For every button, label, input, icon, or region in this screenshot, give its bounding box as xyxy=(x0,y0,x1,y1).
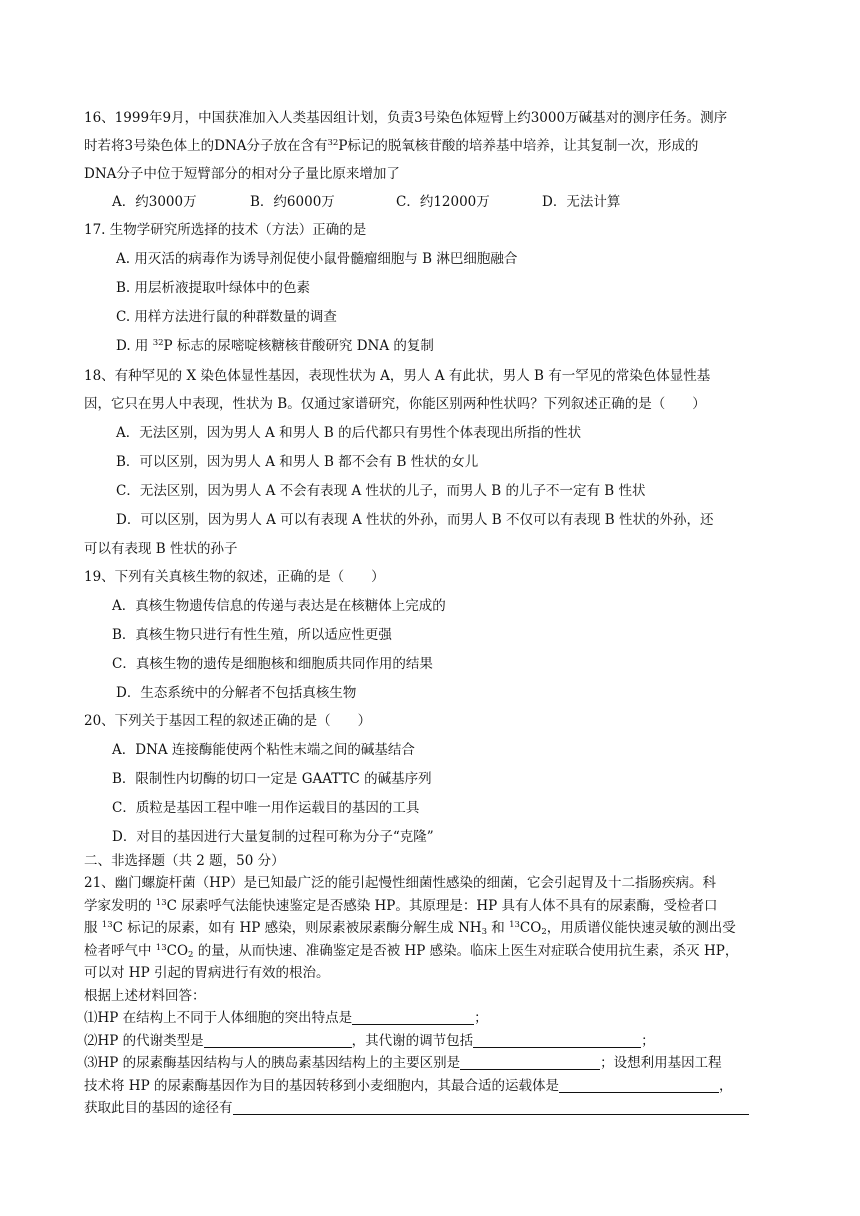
text: D. 用 xyxy=(116,338,153,354)
q21-prompt: 根据上述材料回答： xyxy=(84,988,206,1004)
q21-part-3-line-2 xyxy=(84,1076,784,1096)
answer-blank[interactable] xyxy=(559,1078,719,1093)
superscript: 32 xyxy=(152,338,164,348)
q18-option-a: A．无法区别，因为男人 A 和男人 B 的后代都只有男性个体表现出所指的性状 xyxy=(116,425,582,441)
text: CO xyxy=(519,920,542,936)
q16-option-b: B．约6000万 xyxy=(250,194,335,210)
text: ，用质谱仪能快速灵敏的测出受 xyxy=(546,920,736,936)
text: 时若将3号染色体上的DNA分子放在含有 xyxy=(84,138,328,154)
q18-stem-line-2: 因，它只在男人中表现，性状为 B。仅通过家谱研究，你能区别两种性状吗？下列叙述正确的是（ ） xyxy=(84,396,706,412)
superscript: 13 xyxy=(509,920,520,930)
superscript: 13 xyxy=(155,898,167,908)
text: ⑴HP 在结构上不同于人体细胞的突出特点是 xyxy=(84,1010,353,1026)
text: ； xyxy=(641,1033,655,1049)
q20-stem: 20、下列关于基因工程的叙述正确的是（ ） xyxy=(84,713,372,729)
q18-option-c: C．无法区别，因为男人 A 不会有表现 A 性状的儿子，而男人 B 的儿子不一定有 B 性状 xyxy=(116,483,646,499)
text: ，其代谢的调节包括 xyxy=(351,1033,474,1049)
answer-blank[interactable] xyxy=(204,1033,352,1048)
subscript: 2 xyxy=(541,927,547,937)
superscript: 13 xyxy=(155,943,167,953)
q21-part-3 xyxy=(84,1053,784,1073)
text: ； xyxy=(474,1010,488,1026)
section-heading: 二、非选择题（共 2 题，50 分） xyxy=(84,853,285,869)
q20-option-d: D．对目的基因进行大量复制的过程可称为分子“克隆” xyxy=(112,829,434,845)
text: C 标记的尿素，如有 HP 感染，则尿素被尿素酶分解生成 NH xyxy=(112,920,482,936)
q19-option-d: D．生态系统中的分解者不包括真核生物 xyxy=(116,685,357,701)
q19-option-b: B．真核生物只进行有性生殖，所以适应性更强 xyxy=(112,627,392,643)
q21-para-line-1: 21、幽门螺旋杆菌（HP）是已知最广泛的能引起慢性细菌性感染的细菌，它会引起胃及十二指肠疾病。科 xyxy=(84,875,717,891)
text: P标记的脱氧核苷酸的培养基中培养，让其复制一次，形成的 xyxy=(338,138,699,154)
text: 的量，从而快速、准确鉴定是否被 HP 感染。临床上医生对症联合使用抗生素，杀灭 HP， xyxy=(193,943,739,959)
q18-stem-line-1: 18、有种罕见的 X 染色体显性基因，表现性状为 A，男人 A 有此状，男人 B 有一罕见的常染色体显性基 xyxy=(84,368,711,384)
text: 和 xyxy=(486,920,510,936)
text: ⑶HP 的尿素酶基因结构与人的胰岛素基因结构上的主要区别是 xyxy=(84,1055,461,1071)
text: 学家发明的 xyxy=(84,898,156,914)
q20-option-a: A．DNA 连接酶能使两个粘性末端之间的碱基结合 xyxy=(112,742,415,758)
answer-blank[interactable] xyxy=(460,1055,600,1070)
text: 检者呼气中 xyxy=(84,943,156,959)
text: P 标志的尿嘧啶核糖核苷酸研究 DNA 的复制 xyxy=(163,338,434,354)
q17-option-a: A. 用灭活的病毒作为诱导剂促使小鼠骨髓瘤细胞与 B 淋巴细胞融合 xyxy=(116,251,518,267)
q16-stem-line-2 xyxy=(84,136,784,156)
q19-option-a: A．真核生物遗传信息的传递与表达是在核糖体上完成的 xyxy=(112,598,446,614)
q18-option-b: B．可以区别，因为男人 A 和男人 B 都不会有 B 性状的女儿 xyxy=(116,454,479,470)
superscript: 13 xyxy=(101,920,113,930)
q16-option-d: D．无法计算 xyxy=(542,194,621,210)
text: 获取此目的基因的途径有 xyxy=(84,1100,233,1116)
q16-stem-line-3: DNA分子中位于短臂部分的相对分子量比原来增加了 xyxy=(84,166,400,182)
q21-part-2 xyxy=(84,1031,784,1051)
text: C 尿素呼气法能快速鉴定是否感染 HP。其原理是：HP 具有人体不具有的尿素酶，受检者口 xyxy=(166,898,718,914)
q18-option-d-line-2: 可以有表现 B 性状的孙子 xyxy=(84,541,238,557)
q21-para-line-5: 可以对 HP 引起的胃病进行有效的根治。 xyxy=(84,965,330,981)
text: 技术将 HP 的尿素酶基因作为目的基因转移到小麦细胞内，其最合适的运载体是 xyxy=(84,1078,559,1094)
subscript: 3 xyxy=(481,927,487,937)
text: CO xyxy=(166,943,189,959)
q17-option-b: B. 用层析液提取叶绿体中的色素 xyxy=(116,280,311,296)
q21-para-line-4 xyxy=(84,941,784,961)
q19-option-c: C．真核生物的遗传是细胞核和细胞质共同作用的结果 xyxy=(112,656,433,672)
answer-blank[interactable] xyxy=(473,1033,641,1048)
text: ⑵HP 的代谢类型是 xyxy=(84,1033,204,1049)
q17-option-d xyxy=(116,336,816,356)
q16-stem-line-1: 16、1999年9月，中国获准加入人类基因组计划，负责3号染色体短臂上约3000万碱基对的测序任务。测序 xyxy=(84,110,728,126)
q16-option-c: C．约12000万 xyxy=(396,194,490,210)
subscript: 2 xyxy=(188,950,194,960)
q17-stem: 17. 生物学研究所选择的技术（方法）正确的是 xyxy=(84,222,367,238)
answer-blank[interactable] xyxy=(352,1010,474,1025)
text: 服 xyxy=(84,920,102,936)
q21-part-3-line-3 xyxy=(84,1098,784,1118)
text: ；设想利用基因工程 xyxy=(600,1055,722,1071)
q18-option-d-line-1: D．可以区别，因为男人 A 可以有表现 A 性状的外孙，而男人 B 不仅可以有表现 B 性状的外孙，还 xyxy=(116,512,714,528)
q21-para-line-3 xyxy=(84,918,784,938)
q16-option-a: A．约3000万 xyxy=(112,194,197,210)
q20-option-b: B．限制性内切酶的切口一定是 GAATTC 的碱基序列 xyxy=(112,771,432,787)
text: ， xyxy=(718,1078,733,1094)
answer-blank[interactable] xyxy=(233,1100,749,1115)
superscript: 32 xyxy=(327,138,339,148)
q21-part-1 xyxy=(84,1008,784,1028)
q21-para-line-2 xyxy=(84,896,784,916)
q17-option-c: C. 用样方法进行鼠的种群数量的调查 xyxy=(116,309,337,325)
q20-option-c: C．质粒是基因工程中唯一用作运载目的基因的工具 xyxy=(112,800,420,816)
q19-stem: 19、下列有关真核生物的叙述，正确的是（ ） xyxy=(84,569,385,585)
